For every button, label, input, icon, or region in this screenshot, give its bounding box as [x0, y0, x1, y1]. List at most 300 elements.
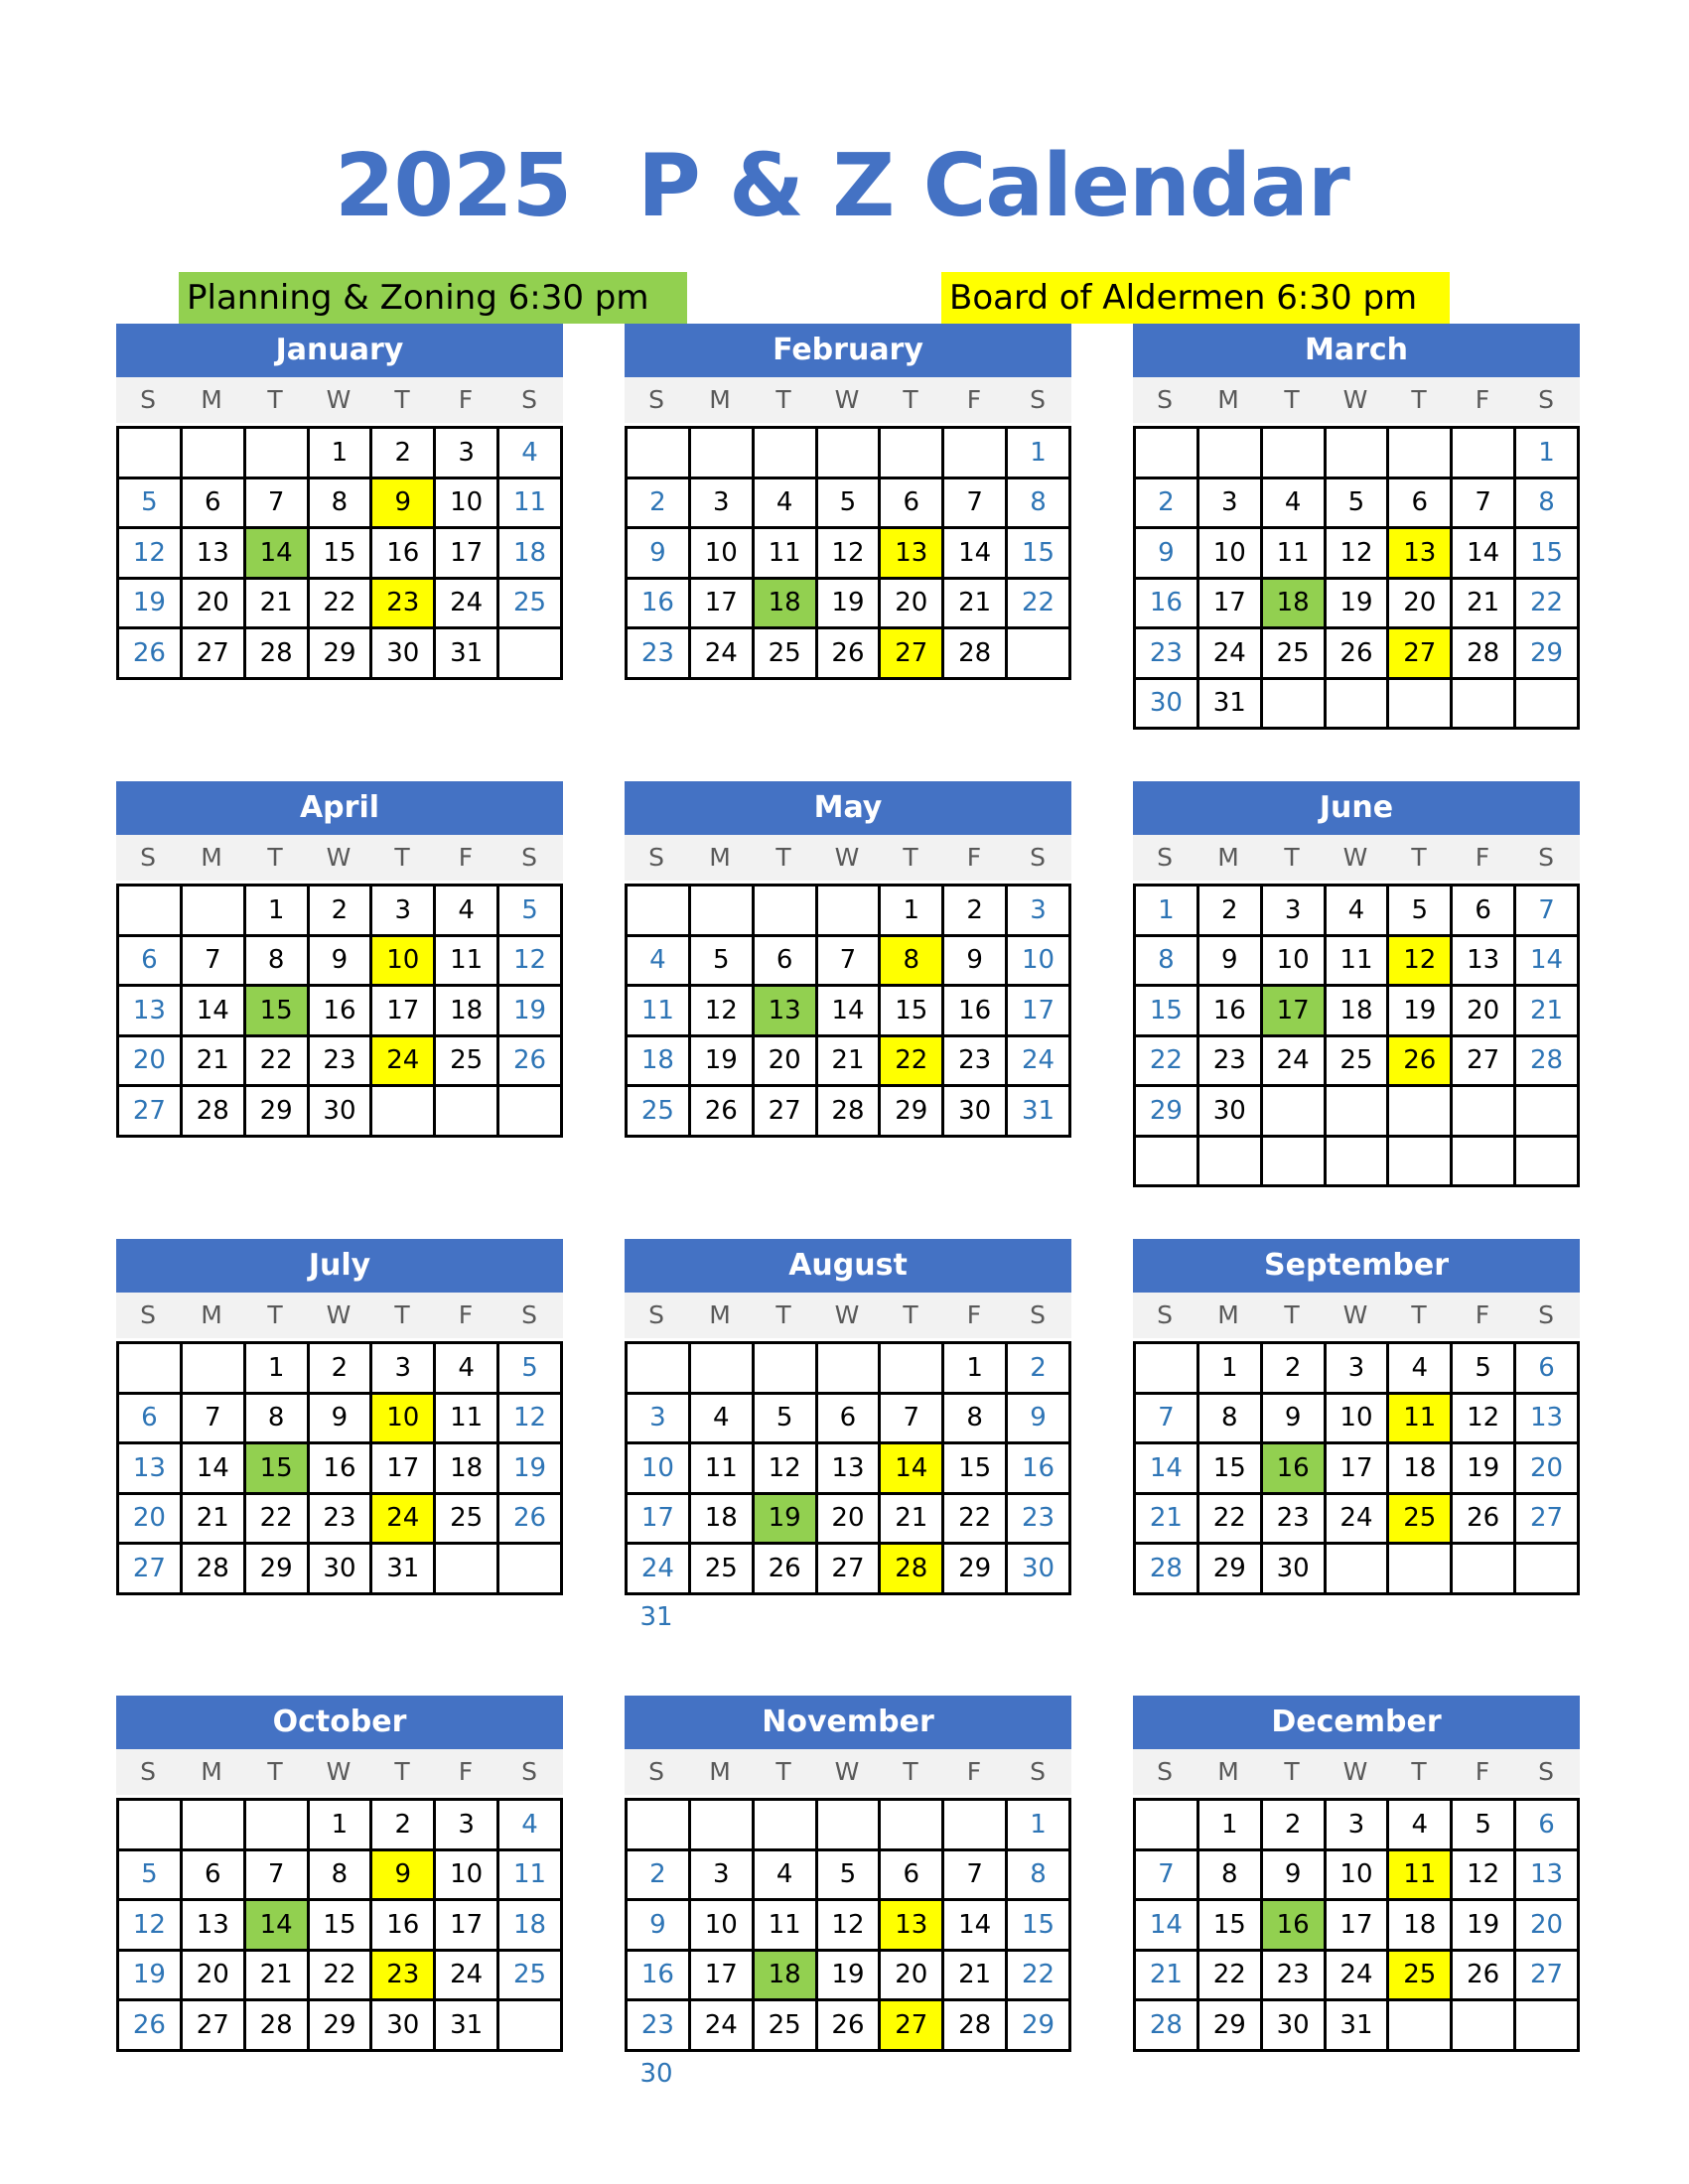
empty-cell: [1515, 1136, 1579, 1186]
day-cell: 29: [308, 628, 371, 679]
empty-cell: [1388, 1136, 1452, 1186]
day-cell: 12: [118, 1900, 182, 1951]
weekday-label: M: [1217, 1757, 1239, 1786]
day-cell: 18: [627, 1035, 690, 1086]
day-cell: 26: [498, 1035, 562, 1086]
weekday-label: T: [903, 1300, 918, 1329]
week-row: [627, 1443, 1070, 1494]
day-cell: 2: [371, 1800, 435, 1850]
day-cell-planning-zoning: 18: [753, 1950, 816, 2000]
day-cell: 4: [627, 935, 690, 986]
month-title: May: [625, 781, 1071, 835]
week-row: [1135, 428, 1579, 478]
day-cell-board-of-aldermen: 14: [880, 1443, 943, 1494]
day-cell: 16: [371, 528, 435, 579]
week-row: [1135, 1443, 1579, 1494]
day-cell: 15: [1135, 986, 1198, 1036]
month-days: [625, 426, 1071, 680]
week-row: [118, 1544, 562, 1594]
day-cell: 19: [1452, 1900, 1515, 1951]
weekday-label: S: [648, 385, 664, 414]
day-cell: 27: [118, 1086, 182, 1137]
empty-cell: [753, 428, 816, 478]
legend-board-of-aldermen: Board of Aldermen 6:30 pm: [941, 272, 1450, 324]
weekday-label: T: [903, 1757, 918, 1786]
weekday-label: W: [1342, 843, 1368, 872]
day-cell: 15: [308, 528, 371, 579]
empty-cell: [816, 1343, 880, 1394]
day-cell: 15: [1007, 528, 1070, 579]
day-cell-board-of-aldermen: 11: [1388, 1393, 1452, 1443]
month-days: [116, 426, 563, 680]
day-cell: 4: [689, 1393, 753, 1443]
empty-cell: [689, 1800, 753, 1850]
week-row: [627, 1343, 1070, 1394]
weekday-label: T: [267, 1757, 283, 1786]
day-cell: 30: [1197, 1086, 1261, 1137]
week-row: [627, 986, 1070, 1036]
day-cell: 4: [498, 1800, 562, 1850]
day-cell: 7: [880, 1393, 943, 1443]
day-cell: 19: [816, 1950, 880, 2000]
week-row: [1135, 886, 1579, 936]
day-cell: 9: [1007, 1393, 1070, 1443]
month-title: September: [1133, 1239, 1580, 1293]
day-cell: 5: [1388, 886, 1452, 936]
day-cell: 9: [943, 935, 1007, 986]
weekday-label: S: [1538, 1300, 1554, 1329]
day-cell: 6: [1388, 478, 1452, 528]
day-cell: 1: [1515, 428, 1579, 478]
empty-cell: [1388, 678, 1452, 729]
day-cell: 2: [1197, 886, 1261, 936]
day-cell: 19: [816, 578, 880, 628]
day-cell: 18: [1325, 986, 1388, 1036]
day-cell: 20: [1515, 1443, 1579, 1494]
day-cell: 5: [1452, 1800, 1515, 1850]
day-cell: 15: [308, 1900, 371, 1951]
weekday-label: T: [1411, 843, 1427, 872]
empty-cell: [118, 886, 182, 936]
day-cell: 6: [880, 1849, 943, 1900]
day-cell: 29: [943, 1544, 1007, 1594]
day-cell-board-of-aldermen: 24: [371, 1035, 435, 1086]
empty-cell: [627, 886, 690, 936]
day-cell: 30: [371, 2000, 435, 2051]
empty-cell: [435, 1544, 498, 1594]
day-cell: 21: [880, 1493, 943, 1544]
month-title: December: [1133, 1696, 1580, 1749]
empty-cell: [1452, 1544, 1515, 1594]
empty-cell: [118, 428, 182, 478]
day-cell: 17: [689, 1950, 753, 2000]
day-cell: 14: [181, 1443, 244, 1494]
day-cell: 12: [118, 528, 182, 579]
day-cell: 6: [816, 1393, 880, 1443]
day-cell-board-of-aldermen: 8: [880, 935, 943, 986]
empty-cell: [1452, 2000, 1515, 2051]
month-days: [1133, 1798, 1580, 2052]
weekday-label: T: [394, 385, 410, 414]
day-cell: 24: [1007, 1035, 1070, 1086]
day-cell: 25: [435, 1035, 498, 1086]
day-cell: 1: [1007, 428, 1070, 478]
weekday-label: S: [521, 385, 537, 414]
day-cell: 10: [1261, 935, 1325, 986]
empty-cell: [1515, 1544, 1579, 1594]
weekday-label: F: [966, 385, 982, 414]
day-cell: 5: [816, 478, 880, 528]
day-cell-board-of-aldermen: 13: [880, 1900, 943, 1951]
month-title: January: [116, 324, 563, 377]
day-cell: 24: [1325, 1950, 1388, 2000]
week-row: [118, 1493, 562, 1544]
weekday-label: T: [775, 385, 791, 414]
day-cell: 1: [1135, 886, 1198, 936]
week-row: [627, 935, 1070, 986]
empty-cell: [181, 1343, 244, 1394]
weekday-label: F: [966, 843, 982, 872]
day-cell: 20: [880, 578, 943, 628]
weekday-label: W: [1342, 1300, 1368, 1329]
day-cell: 10: [689, 1900, 753, 1951]
day-cell: 26: [118, 628, 182, 679]
day-cell: 17: [435, 1900, 498, 1951]
day-cell: 24: [435, 1950, 498, 2000]
weekday-label: M: [709, 1757, 731, 1786]
day-cell: 11: [498, 478, 562, 528]
day-cell: 2: [1135, 478, 1198, 528]
day-cell: 8: [1197, 1393, 1261, 1443]
day-cell: 21: [943, 1950, 1007, 2000]
weekday-label: W: [326, 1300, 352, 1329]
day-cell: 2: [371, 428, 435, 478]
day-cell: 24: [435, 578, 498, 628]
day-cell: 4: [1388, 1343, 1452, 1394]
day-cell: 8: [244, 1393, 308, 1443]
day-cell: 16: [1197, 986, 1261, 1036]
weekday-label: T: [775, 1757, 791, 1786]
month-title: February: [625, 324, 1071, 377]
weekday-label: S: [1157, 1757, 1173, 1786]
empty-cell: [498, 628, 562, 679]
empty-cell: [1325, 428, 1388, 478]
month-title: June: [1133, 781, 1580, 835]
day-cell: 20: [1515, 1900, 1579, 1951]
week-row: [118, 1343, 562, 1394]
day-cell-board-of-aldermen: 9: [371, 1849, 435, 1900]
month-february: [625, 324, 1071, 680]
empty-cell: [627, 1343, 690, 1394]
weekday-header: [1133, 377, 1580, 423]
day-cell: 22: [1007, 1950, 1070, 2000]
day-cell: 8: [244, 935, 308, 986]
week-row: [627, 478, 1070, 528]
week-row: [627, 1800, 1070, 1850]
day-cell: 20: [181, 578, 244, 628]
day-cell: 9: [627, 1900, 690, 1951]
week-row: [118, 935, 562, 986]
weekday-label: S: [1538, 843, 1554, 872]
day-cell: 7: [244, 478, 308, 528]
day-cell: 30: [1261, 1544, 1325, 1594]
weekday-label: S: [648, 1757, 664, 1786]
day-cell: 4: [435, 886, 498, 936]
week-row: [1135, 1544, 1579, 1594]
weekday-label: W: [1342, 1757, 1368, 1786]
day-cell: 7: [244, 1849, 308, 1900]
week-row: [1135, 986, 1579, 1036]
day-cell: 11: [435, 1393, 498, 1443]
day-cell: 20: [816, 1493, 880, 1544]
day-cell: 4: [435, 1343, 498, 1394]
week-row: [1135, 1493, 1579, 1544]
month-august: [625, 1239, 1071, 1639]
month-days: [1133, 1341, 1580, 1595]
weekday-label: S: [1030, 1757, 1046, 1786]
day-cell: 6: [118, 935, 182, 986]
empty-cell: [880, 428, 943, 478]
day-cell: 17: [689, 578, 753, 628]
month-title: October: [116, 1696, 563, 1749]
day-cell: 21: [816, 1035, 880, 1086]
weekday-label: F: [458, 843, 474, 872]
day-cell: 12: [816, 1900, 880, 1951]
day-cell-board-of-aldermen: 24: [371, 1493, 435, 1544]
weekday-label: S: [648, 1300, 664, 1329]
week-row: [118, 578, 562, 628]
day-cell: 1: [308, 428, 371, 478]
day-cell-planning-zoning: 16: [1261, 1900, 1325, 1951]
title-year: 2025: [335, 135, 572, 236]
day-cell: 23: [308, 1035, 371, 1086]
weekday-label: T: [1411, 1757, 1427, 1786]
empty-cell: [627, 428, 690, 478]
day-cell: 31: [435, 2000, 498, 2051]
week-row: [118, 2000, 562, 2051]
day-cell: 25: [435, 1493, 498, 1544]
weekday-label: M: [201, 385, 222, 414]
day-cell: 20: [1452, 986, 1515, 1036]
empty-cell: [753, 886, 816, 936]
day-cell: 30: [1007, 1544, 1070, 1594]
day-cell: 30: [308, 1086, 371, 1137]
month-title: August: [625, 1239, 1071, 1293]
day-cell: 18: [435, 986, 498, 1036]
day-cell: 3: [371, 1343, 435, 1394]
day-cell: 2: [308, 886, 371, 936]
day-cell: 6: [1515, 1343, 1579, 1394]
day-cell: 21: [1515, 986, 1579, 1036]
empty-cell: [244, 428, 308, 478]
empty-cell: [1515, 678, 1579, 729]
day-cell: 7: [181, 935, 244, 986]
day-cell: 5: [118, 478, 182, 528]
day-cell: 22: [308, 578, 371, 628]
day-cell: 9: [1197, 935, 1261, 986]
weekday-label: W: [834, 1300, 860, 1329]
empty-cell: [753, 1343, 816, 1394]
weekday-header: [116, 377, 563, 423]
empty-cell: [627, 1800, 690, 1850]
day-cell: 28: [1135, 2000, 1198, 2051]
week-row: [118, 478, 562, 528]
day-cell: 23: [308, 1493, 371, 1544]
day-cell-board-of-aldermen: 25: [1388, 1950, 1452, 2000]
day-cell: 26: [816, 2000, 880, 2051]
empty-cell: [1197, 1136, 1261, 1186]
day-cell-board-of-aldermen: 10: [371, 1393, 435, 1443]
day-cell: 16: [308, 1443, 371, 1494]
day-cell: 31: [371, 1544, 435, 1594]
day-cell: 13: [1515, 1849, 1579, 1900]
day-cell: 23: [943, 1035, 1007, 1086]
day-cell: 20: [753, 1035, 816, 1086]
day-cell: 22: [943, 1493, 1007, 1544]
empty-cell: [181, 886, 244, 936]
day-cell: 18: [498, 1900, 562, 1951]
empty-cell: [244, 1800, 308, 1850]
day-cell: 6: [1452, 886, 1515, 936]
weekday-label: S: [521, 1300, 537, 1329]
day-cell: 14: [1135, 1900, 1198, 1951]
empty-cell: [118, 1800, 182, 1850]
weekday-header: [1133, 835, 1580, 881]
month-january: [116, 324, 563, 680]
week-row: [1135, 1136, 1579, 1186]
empty-cell: [943, 428, 1007, 478]
day-cell: 14: [816, 986, 880, 1036]
day-cell: 29: [308, 2000, 371, 2051]
weekday-header: [116, 1749, 563, 1795]
day-cell-planning-zoning: 18: [753, 578, 816, 628]
day-cell: 2: [308, 1343, 371, 1394]
weekday-label: T: [903, 385, 918, 414]
day-cell: 13: [816, 1443, 880, 1494]
day-cell: 2: [1261, 1800, 1325, 1850]
day-cell: 16: [308, 986, 371, 1036]
day-cell: 8: [943, 1393, 1007, 1443]
day-cell: 31: [435, 628, 498, 679]
day-cell: 18: [435, 1443, 498, 1494]
weekday-label: T: [1284, 385, 1300, 414]
day-cell: 19: [118, 1950, 182, 2000]
day-cell: 22: [244, 1035, 308, 1086]
day-cell: 29: [1197, 2000, 1261, 2051]
day-cell: 1: [244, 886, 308, 936]
day-cell-planning-zoning: 14: [244, 1900, 308, 1951]
day-cell: 27: [1515, 1493, 1579, 1544]
day-cell: 3: [627, 1393, 690, 1443]
day-cell: 26: [1452, 1950, 1515, 2000]
month-november: [625, 1696, 1071, 2096]
weekday-label: M: [201, 1757, 222, 1786]
day-cell: 23: [627, 2000, 690, 2051]
day-cell-board-of-aldermen: 27: [880, 2000, 943, 2051]
day-cell: 5: [118, 1849, 182, 1900]
week-row: [1135, 1035, 1579, 1086]
weekday-header: [625, 1293, 1071, 1338]
day-cell: 4: [753, 478, 816, 528]
day-cell: 3: [371, 886, 435, 936]
empty-cell: [816, 886, 880, 936]
empty-cell: [371, 1086, 435, 1137]
day-cell: 10: [1325, 1849, 1388, 1900]
weekday-label: S: [140, 385, 156, 414]
day-cell: 11: [627, 986, 690, 1036]
day-cell-board-of-aldermen: 23: [371, 1950, 435, 2000]
day-cell: 8: [1515, 478, 1579, 528]
week-row: [627, 578, 1070, 628]
weekday-label: M: [709, 1300, 731, 1329]
day-cell: 27: [181, 2000, 244, 2051]
day-cell-board-of-aldermen: 13: [1388, 528, 1452, 579]
day-cell: 13: [1452, 935, 1515, 986]
week-row: [627, 428, 1070, 478]
title-text: P & Z Calendar: [637, 135, 1349, 236]
day-cell: 19: [1388, 986, 1452, 1036]
day-cell: 17: [371, 986, 435, 1036]
day-cell: 25: [627, 1086, 690, 1137]
day-cell: 14: [943, 528, 1007, 579]
day-cell: 2: [627, 478, 690, 528]
day-cell: 28: [1452, 628, 1515, 679]
day-cell: 14: [1515, 935, 1579, 986]
weekday-label: S: [1538, 385, 1554, 414]
day-cell: 23: [1261, 1493, 1325, 1544]
day-cell: 29: [244, 1544, 308, 1594]
day-cell-planning-zoning: 17: [1261, 986, 1325, 1036]
day-cell: 5: [816, 1849, 880, 1900]
week-row: [627, 1950, 1070, 2000]
empty-cell: [1325, 1086, 1388, 1137]
empty-cell: [880, 1800, 943, 1850]
day-cell: 9: [308, 935, 371, 986]
weekday-label: F: [458, 1757, 474, 1786]
day-cell: 21: [244, 578, 308, 628]
weekday-label: W: [326, 1757, 352, 1786]
empty-cell: [498, 1544, 562, 1594]
day-cell-planning-zoning: 15: [244, 986, 308, 1036]
day-cell: 15: [1197, 1443, 1261, 1494]
day-cell: 19: [498, 1443, 562, 1494]
day-cell: 29: [1135, 1086, 1198, 1137]
day-cell: 30: [943, 1086, 1007, 1137]
day-cell: 17: [371, 1443, 435, 1494]
day-cell: 30: [1261, 2000, 1325, 2051]
day-cell: 24: [689, 628, 753, 679]
weekday-label: W: [834, 843, 860, 872]
day-cell: 3: [1007, 886, 1070, 936]
weekday-label: T: [267, 843, 283, 872]
day-cell: 13: [118, 986, 182, 1036]
page-title: [335, 131, 1349, 240]
weekday-label: S: [1157, 1300, 1173, 1329]
weekday-label: F: [1475, 843, 1490, 872]
day-cell-planning-zoning: 18: [1261, 578, 1325, 628]
day-cell: 21: [181, 1493, 244, 1544]
day-cell: 29: [880, 1086, 943, 1137]
week-row: [627, 1849, 1070, 1900]
day-cell: 25: [753, 628, 816, 679]
day-cell: 22: [244, 1493, 308, 1544]
day-cell: 7: [181, 1393, 244, 1443]
empty-cell: [118, 1343, 182, 1394]
day-cell: 11: [498, 1849, 562, 1900]
month-june: [1133, 781, 1580, 1187]
day-cell: 4: [1388, 1800, 1452, 1850]
weekday-label: F: [458, 385, 474, 414]
